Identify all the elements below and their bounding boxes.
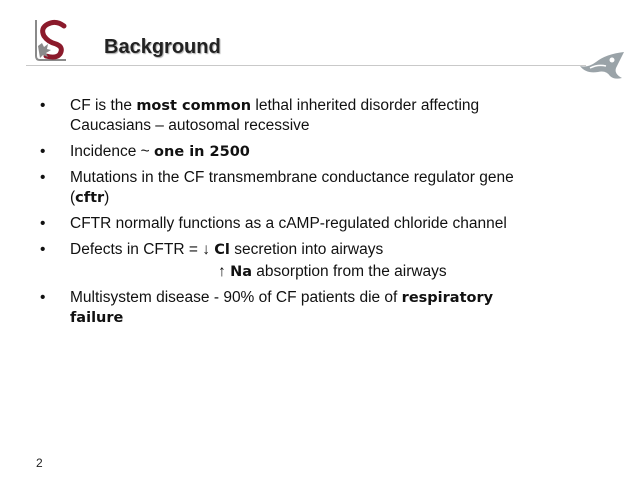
bullet-multisystem: • Multisystem disease - 90% of CF patients die of respiratory failure [40,289,494,326]
down-arrow-icon: ↓ [202,241,210,258]
university-logo-icon [30,16,72,64]
bullet-marker: • [40,241,46,258]
bullet-marker: • [40,289,46,306]
title-divider [26,65,586,66]
bullet-mutations: • Mutations in the CF transmembrane conductance regulator gene (cftr) [40,169,514,206]
swirl-arrow-icon [576,48,628,84]
bullet-list [40,96,560,334]
bullet-most-common: • CF is the most common lethal inherited disorder affecting Caucasians – autosomal recessive [40,97,480,134]
bullet-marker: • [40,169,46,186]
page-number: 2 [36,456,43,470]
bullet-cftr-function: • CFTR normally functions as a cAMP-regulated chloride channel [40,215,507,232]
bullet-marker: • [40,215,46,232]
bullet-defects-continued: ↑ Na absorption from the airways [218,263,447,280]
slide-title: Background [104,36,221,58]
bullet-defects: • Defects in CFTR = ↓ Cl secretion into airways [40,241,384,258]
bullet-marker: • [40,97,46,114]
bullet-marker: • [40,143,46,160]
bullet-incidence: • Incidence ~ one in 2500 [40,143,250,160]
up-arrow-icon: ↑ [218,263,226,280]
